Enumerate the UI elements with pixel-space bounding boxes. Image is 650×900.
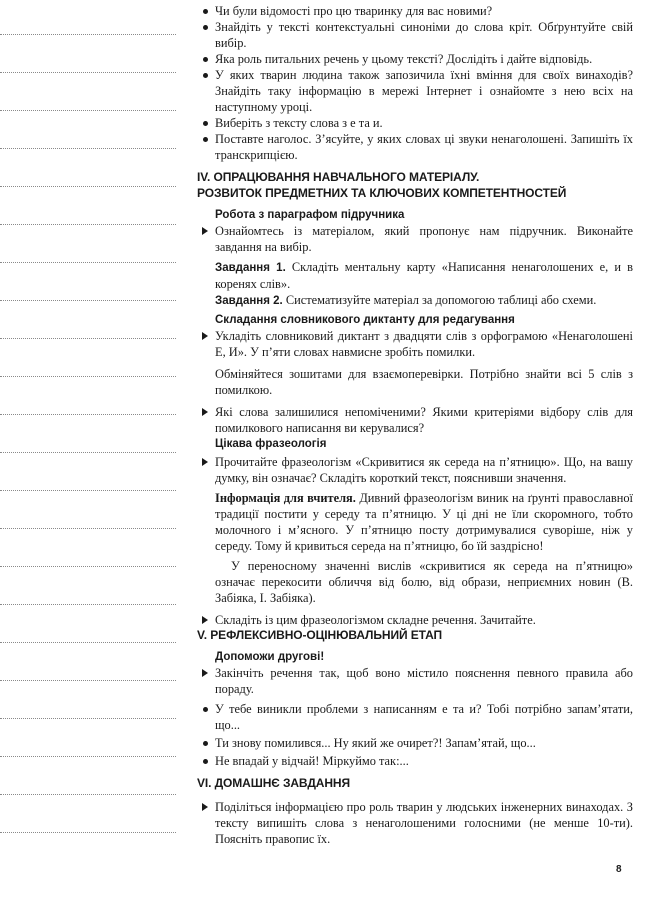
bullet-triangle-icon — [199, 799, 211, 815]
paragraph: Обміняйтеся зошитами для взаємоперевірки. Потрібно знайти всі 5 слів з помилкою. — [215, 367, 633, 397]
margin-note-line — [0, 376, 176, 377]
margin-note-line — [0, 186, 176, 187]
margin-note-lines — [0, 0, 176, 900]
margin-note-line — [0, 262, 176, 263]
margin-note-line — [0, 832, 176, 833]
margin-note-line — [0, 756, 176, 757]
margin-note-line — [0, 72, 176, 73]
margin-note-line — [0, 300, 176, 301]
list-item: У тебе виникли проблеми з написанням е та и? Тобі потрібно запам’ятати, що... — [197, 701, 633, 733]
section-heading: V. РЕФЛЕКСИВНО-ОЦІНЮВАЛЬНИЙ ЕТАП — [197, 628, 443, 642]
subsection-title: Цікава фразеологія — [215, 438, 327, 450]
list-item: Прочитайте фразеологізм «Скривитися як середа на п’ятницю». Що, на вашу думку, він означає? Складіть короткий текст, пояснивши значення. — [197, 454, 633, 486]
list-item: Не впадай у відчай! Міркуймо так:... — [197, 753, 633, 769]
bullet-dot-icon — [199, 19, 211, 35]
margin-note-line — [0, 414, 176, 415]
margin-note-line — [0, 338, 176, 339]
list-item: Складіть із цим фразеологізмом складне речення. Зачитайте. — [197, 612, 633, 628]
bullet-dot-icon — [199, 115, 211, 131]
list-item: Яка роль питальних речень у цьому тексті? Дослідіть і дайте відповідь. — [197, 51, 633, 67]
subsection-title: Робота з параграфом підручника — [215, 209, 405, 221]
bullet-dot-icon — [199, 51, 211, 67]
margin-note-line — [0, 224, 176, 225]
subsection-title: Допоможи другові! — [215, 651, 325, 663]
bullet-dot-icon — [199, 735, 211, 751]
bullet-triangle-icon — [199, 454, 211, 470]
bullet-triangle-icon — [199, 612, 211, 628]
bullet-triangle-icon — [199, 223, 211, 239]
bullet-dot-icon — [199, 753, 211, 769]
margin-note-line — [0, 794, 176, 795]
margin-note-line — [0, 604, 176, 605]
margin-note-line — [0, 528, 176, 529]
subsection-title: Складання словникового диктанту для редагування — [215, 314, 515, 326]
list-item: Ти знову помилився... Ну який же очирет?! Запам’ятай, що... — [197, 735, 633, 751]
bullet-dot-icon — [199, 67, 211, 83]
list-item: Чи були відомості про цю тваринку для вас новими? — [197, 3, 633, 19]
subsection-phraseology — [197, 436, 633, 628]
list-item: Укладіть словниковий диктант з двадцяти слів з орфограмою «Ненаголошені Е, И». У п’яти словах навмисне зробіть помилки. — [197, 328, 633, 360]
section-6 — [197, 775, 633, 847]
section-5 — [197, 627, 633, 769]
list-item: Ознайомтесь із матеріалом, який пропонує нам підручник. Виконайте завдання на вибір. — [197, 223, 633, 255]
task-paragraph: Завдання 1. Складіть ментальну карту «Написання ненаголошених е, и в коренях слів». — [215, 260, 633, 291]
margin-note-line — [0, 110, 176, 111]
margin-note-line — [0, 148, 176, 149]
list-item: Закінчіть речення так, щоб воно містило пояснення певного правила або пораду. — [197, 665, 633, 697]
bullet-dot-icon — [199, 3, 211, 19]
section-heading: VI. ДОМАШНЄ ЗАВДАННЯ — [197, 776, 351, 790]
section-4 — [197, 169, 633, 201]
paragraph: У переносному значенні вислів «скривитися як середа на п’ятницю» означає перекосити обличчя від болю, від образи, неприємних новин (В. Забіяка, І. Забіяка). — [215, 559, 633, 605]
bullet-triangle-icon — [199, 404, 211, 420]
bullet-dot-icon — [199, 701, 211, 717]
subsection-dictation — [197, 312, 633, 436]
margin-note-line — [0, 452, 176, 453]
section-heading: IV. ОПРАЦЮВАННЯ НАВЧАЛЬНОГО МАТЕРІАЛУ. — [197, 170, 480, 184]
task-paragraph: Завдання 2. Систематизуйте матеріал за допомогою таблиці або схеми. — [215, 293, 597, 307]
section-heading: РОЗВИТОК ПРЕДМЕТНИХ ТА КЛЮЧОВИХ КОМПЕТЕНТНОСТЕЙ — [197, 186, 567, 200]
margin-note-line — [0, 718, 176, 719]
list-item: Знайдіть у тексті контекстуальні синоніми до слова кріт. Обґрунтуйте свій вибір. — [197, 19, 633, 51]
bullet-dot-icon — [199, 131, 211, 147]
list-item: Виберіть з тексту слова з е та и. — [197, 115, 633, 131]
list-item: У яких тварин людина також запозичила їхні вміння для своїх винаходів? Знайдіть таку інформацію в мережі Інтернет і ознайомте з нею всіх на наступному уроці. — [197, 67, 633, 115]
margin-note-line — [0, 34, 176, 35]
list-item: Які слова залишилися непоміченими? Якими критеріями відбору слів для помилкового написання ви керувалися? — [197, 404, 633, 436]
list-item: Поставте наголос. З’ясуйте, у яких словах ці звуки ненаголошені. Запишіть їх транскрипцією. — [197, 131, 633, 163]
teacher-info-paragraph: Інформація для вчителя. Дивний фразеологізм виник на ґрунті православної традиції постити у середу та п’ятницю. У ці дні не їли скоромного, тобто молочного і м’ясного. У п’ятницю посту дотримувалися суворіше, ніж у середу. Тому й кривиться середа на п’ятницю, бо їй заздрісно! — [215, 491, 633, 553]
subsection-textbook — [197, 207, 633, 309]
margin-note-line — [0, 566, 176, 567]
bullet-triangle-icon — [199, 665, 211, 681]
margin-note-line — [0, 490, 176, 491]
page-number: 8 — [616, 864, 622, 875]
margin-note-line — [0, 680, 176, 681]
list-item: Поділіться інформацією про роль тварин у людських інженерних винаходах. З тексту випишіть слова з ненаголошеними голосними (не менше 10-ти). Поясніть правопис їх. — [197, 799, 633, 847]
margin-note-line — [0, 642, 176, 643]
top-bullet-list — [197, 3, 633, 163]
bullet-triangle-icon — [199, 328, 211, 344]
